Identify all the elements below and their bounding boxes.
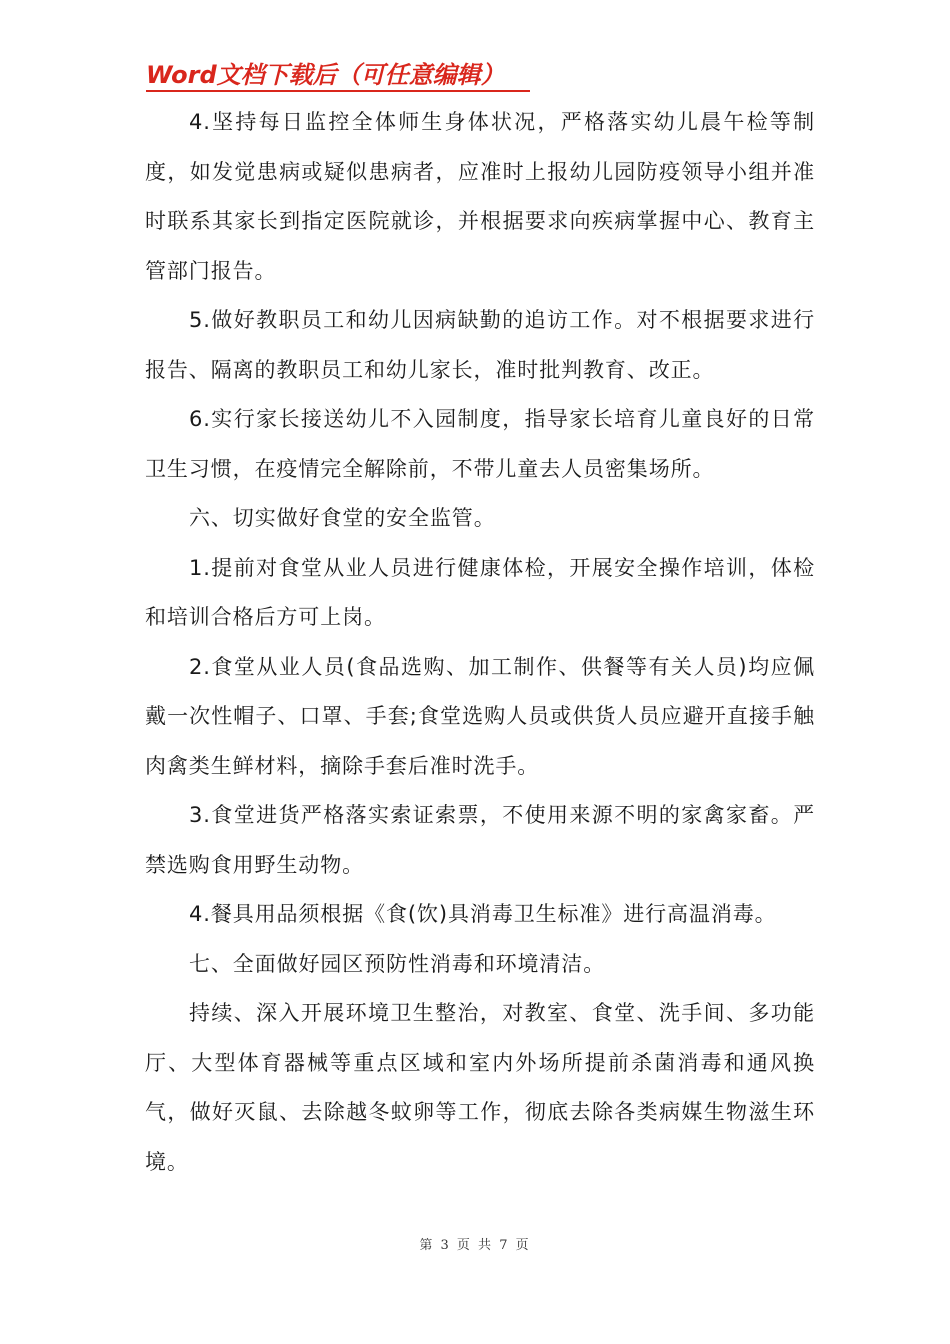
paragraph: 2.食堂从业人员(食品选购、加工制作、供餐等有关人员)均应佩戴一次性帽子、口罩、手套;食堂选购人员或供货人员应避开直接手触肉禽类生鲜材料，摘除手套后准时洗手。 — [145, 654, 815, 778]
watermark-header — [146, 58, 530, 92]
paragraph: 6.实行家长接送幼儿不入园制度，指导家长培育儿童良好的日常卫生习惯，在疫情完全解除前，不带儿童去人员密集场所。 — [145, 407, 815, 481]
paragraph: 持续、深入开展环境卫生整治，对教室、食堂、洗手间、多功能厅、大型体育器械等重点区域和室内外场所提前杀菌消毒和通风换气，做好灭鼠、去除越冬蚊卵等工作，彻底去除各类病媒生物滋生环境。 — [145, 1001, 815, 1174]
document-body — [145, 98, 815, 1187]
paragraph: 1.提前对食堂从业人员进行健康体检，开展安全操作培训，体检和培训合格后方可上岗。 — [145, 555, 815, 629]
section-heading: 七、全面做好园区预防性消毒和环境清洁。 — [189, 951, 606, 976]
watermark-title: Word文档下载后（可任意编辑） — [146, 61, 505, 89]
paragraph: 3.食堂进货严格落实索证索票，不使用来源不明的家禽家畜。严禁选购食用野生动物。 — [145, 803, 815, 877]
section-heading: 六、切实做好食堂的安全监管。 — [189, 506, 496, 530]
watermark-underline — [146, 90, 530, 92]
paragraph: 5.做好教职员工和幼儿因病缺勤的追访工作。对不根据要求进行报告、隔离的教职员工和幼儿家长，准时批判教育、改正。 — [145, 308, 815, 382]
paragraph: 4.餐具用品须根据《食(饮)具消毒卫生标准》进行高温消毒。 — [189, 902, 777, 926]
paragraph: 4.坚持每日监控全体师生身体状况，严格落实幼儿晨午检等制度，如发觉患病或疑似患病者，应准时上报幼儿园防疫领导小组并准时联系其家长到指定医院就诊，并根据要求向疾病掌握中心、教育主管部门报告。 — [145, 110, 815, 283]
page-number-footer: 第 3 页 共 7 页 — [419, 1238, 531, 1253]
